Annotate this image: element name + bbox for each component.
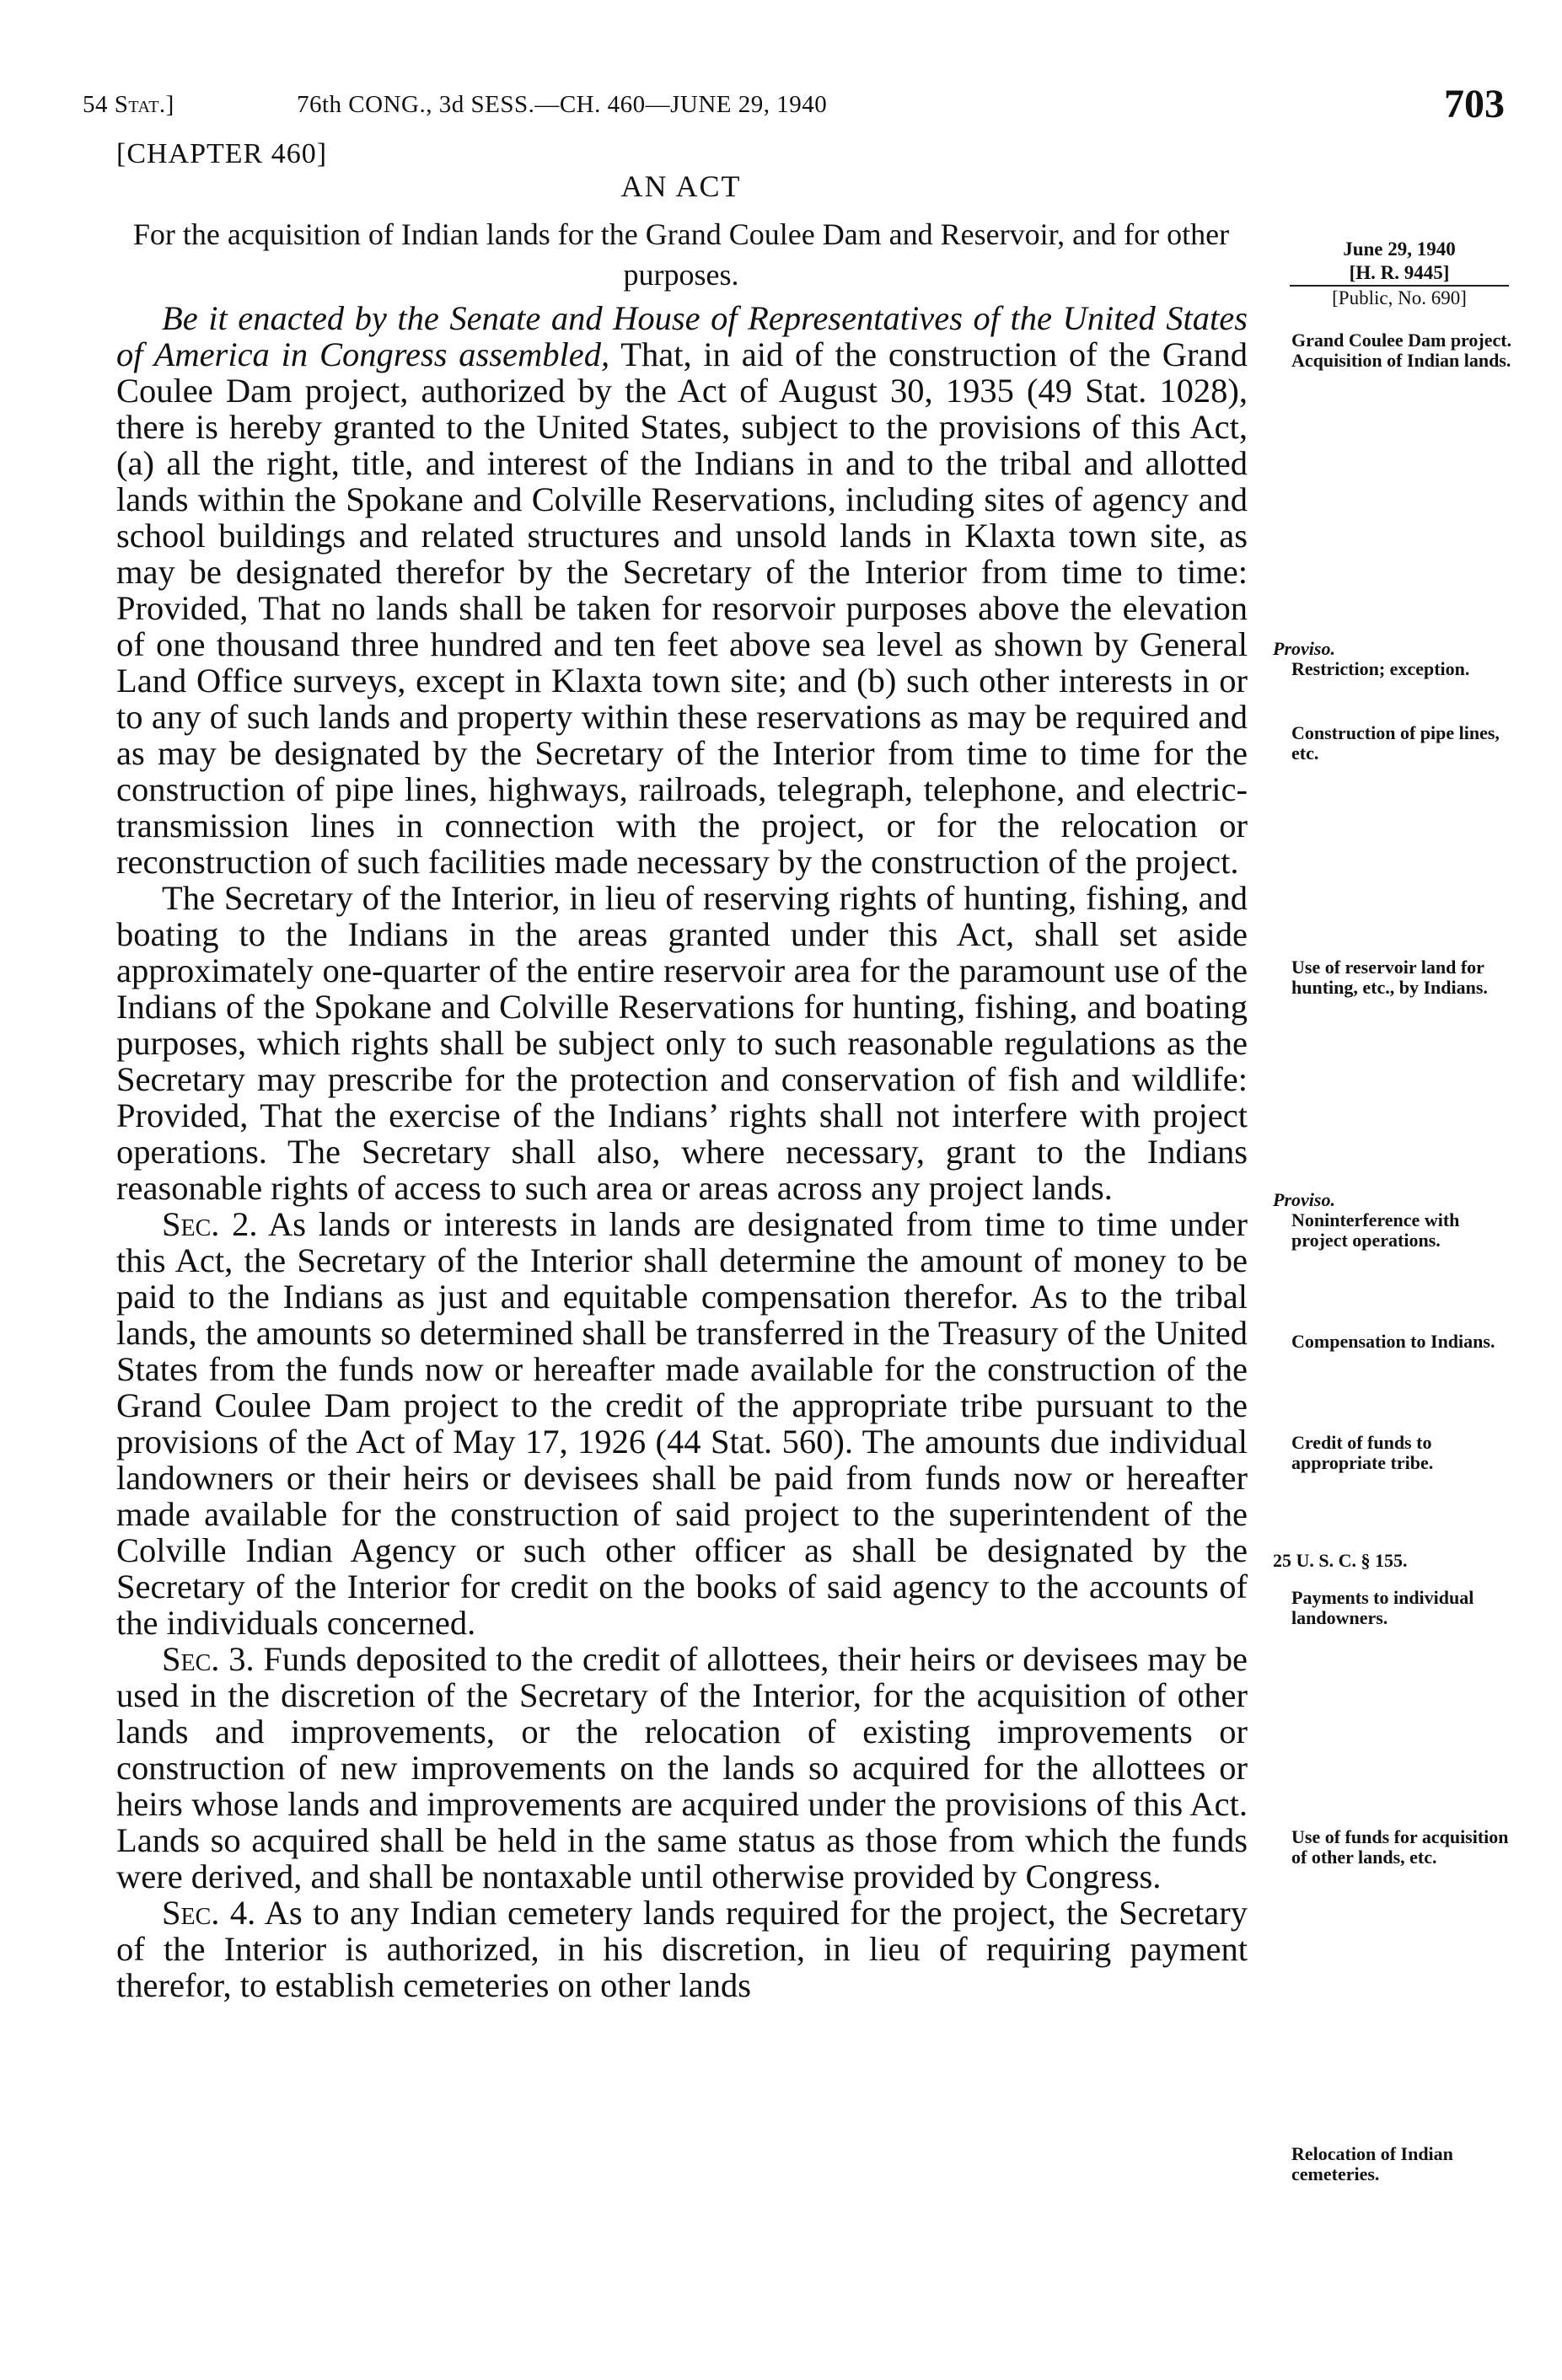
chapter-label: [CHAPTER 460] (116, 138, 328, 169)
margin-note-text: Use of reservoir land for hunting, etc., by Indians. (1291, 957, 1488, 998)
margin-note-text: Grand Coulee Dam project. (1291, 330, 1512, 351)
margin-note-text: Acquisition of Indian lands. (1291, 350, 1511, 371)
hunting-rights-paragraph: The Secretary of the Interior, in lieu of reserving rights of hunting, fishing, and boating to the Indians in the areas granted under this Act, shall set aside approximately one-quarter of the entire reservoir area for the paramount use of the Indians of the Spokane and Colville Reservations for hunting, fishing, and boating purposes, which rights shall be subject only to such reasonable regulations as the Secretary may prescribe for the protection and conservation of fish and wildlife: Provided, That the exercise of the Indians’ rights shall not interfere with project operations. The Secretary shall also, where necessary, grant to the Indians reasonable rights of access to such area or areas across any project lands. (116, 879, 1248, 1207)
act-body (116, 300, 1248, 2003)
margin-note-text: Use of funds for acquisition of other lands, etc. (1291, 1826, 1509, 1868)
margin-note-text: Construction of pipe lines, etc. (1291, 722, 1500, 764)
margin-note-text: Relocation of Indian cemeteries. (1291, 2143, 1453, 2184)
section-1-text: That, in aid of the construction of the Grand Coulee Dam project, authorized by the Act of August 30, 1935 (49 Stat. 1028), there is hereby granted to the United States, subject to the provisions of this Act, (a) all the right, title, and interest of the Indians in and to the tribal and allotted lands within the Spokane and Colville Reservations, including sites of agency and school buildings and related structures and unsold lands in Klaxta town site, as may be designated therefor by the Secretary of the Interior from time to time: Provided, That no lands shall be taken for resorvoir purposes above the elevation of one thousand three hundred and ten feet above sea level as shown by General Land Office surveys, except in Klaxta town site; and (b) such other interests in or to any of such lands and property within these reservations as may be required and as may be designated by the Secretary of the Interior from time to time for the construction of pipe lines, highways, railroads, telegraph, telephone, and electric-transmission lines in connection with the project, or for the relocation or reconstruction of such facilities made necessary by the construction of the project. (116, 335, 1248, 881)
margin-note-proviso-noninterference (1273, 1190, 1517, 1251)
bill-number: [H. R. 9445] (1290, 261, 1509, 287)
margin-note-cemeteries (1273, 2144, 1517, 2184)
section-2-text: As lands or interests in lands are designated from time to time under this Act, the Secretary of the Interior shall determine the amount of money to be paid to the Indians as just and equitable compensation therefor. As to the tribal lands, the amounts so determined shall be transferred in the Treasury of the United States from the funds now or hereafter made available for the construction of the Grand Coulee Dam project to the credit of the appropriate tribe pursuant to the provisions of the Act of May 17, 1926 (44 Stat. 560). The amounts due individual landowners or their heirs or devisees shall be paid from funds now or hereafter made available for the construction of said project to the superintendent of the Colville Indian Agency or such other officer as shall be designated by the Secretary of the Interior for credit on the books of said agency to the accounts of the individuals concerned. (116, 1205, 1248, 1642)
section-2-paragraph (116, 1206, 1248, 1641)
volume-reference: 54 Stat.] (83, 91, 174, 118)
margin-note-text: Proviso. (1273, 1189, 1335, 1210)
margin-note-text: 25 U. S. C. § 155. (1273, 1550, 1408, 1571)
margin-note-text: Compensation to Indians. (1291, 1331, 1495, 1352)
margin-note-credit-tribe (1273, 1433, 1517, 1473)
margin-note-use-of-funds (1273, 1827, 1517, 1868)
section-4-text: As to any Indian cemetery lands required for the project, the Secretary of the Interior is authorized, in his discretion, in lieu of requiring payment therefor, to establish cemeteries on other lands (116, 1894, 1248, 2004)
margin-note-text: Payments to individual landowners. (1291, 1587, 1474, 1628)
section-2-label: Sec. 2. (162, 1205, 258, 1243)
margin-note-usc-citation (1273, 1551, 1517, 1571)
section-3-paragraph (116, 1641, 1248, 1895)
margin-note-individual-payments (1273, 1588, 1517, 1628)
enactment-info (1290, 238, 1509, 310)
enacting-clause: Be it enacted by the Senate and House of Representatives of the United States of America in Congress assembled, (116, 299, 1248, 373)
act-title: AN ACT (620, 169, 742, 203)
margin-note-reservoir-use (1273, 957, 1517, 998)
margin-note-grand-coulee (1273, 330, 1517, 371)
enactment-date: June 29, 1940 (1343, 239, 1456, 260)
margin-note-text: Restriction; exception. (1291, 658, 1470, 679)
margin-note-pipe-lines (1273, 723, 1517, 764)
section-1-paragraph (116, 300, 1248, 880)
margin-note-text: Noninterference with project operations. (1291, 1209, 1460, 1251)
margin-note-compensation (1273, 1332, 1517, 1352)
page-number: 703 (1444, 82, 1505, 126)
section-4-label: Sec. 4. (162, 1894, 256, 1932)
margin-note-text: Proviso. (1273, 638, 1335, 659)
public-law-number: [Public, No. 690] (1332, 287, 1467, 308)
act-description: For the acquisition of Indian lands for the Grand Coulee Dam and Reservoir, and for other purposes. (132, 217, 1230, 292)
session-header: 76th CONG., 3d SESS.—CH. 460—JUNE 29, 1940 (297, 91, 828, 118)
section-4-paragraph (116, 1895, 1248, 2003)
margin-note-proviso-restriction (1273, 639, 1517, 679)
margin-note-text: Credit of funds to appropriate tribe. (1291, 1432, 1434, 1473)
section-3-label: Sec. 3. (162, 1640, 255, 1678)
section-3-text: Funds deposited to the credit of allottees, their heirs or devisees may be used in the discretion of the Secretary of the Interior, for the acquisition of other lands and improvements, or the relocation of existing improvements or construction of new improvements on the lands so acquired for the allottees or heirs whose lands and improvements are acquired under the provisions of this Act. Lands so acquired shall be held in the same status as those from which the funds were derived, and shall be nontaxable until otherwise provided by Congress. (116, 1640, 1248, 1895)
